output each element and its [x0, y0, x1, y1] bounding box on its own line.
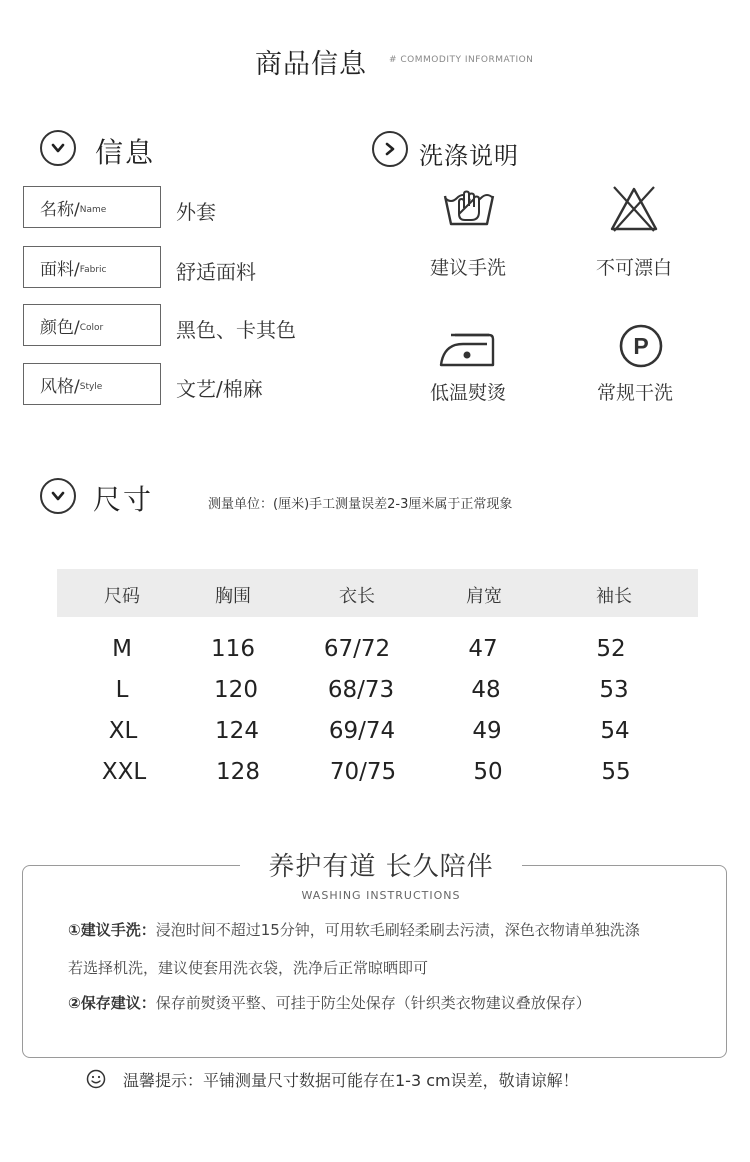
washing-section-title: 洗涤说明 [419, 142, 519, 170]
table-header-size: 尺码 [104, 586, 140, 607]
wash-label-iron: 低温熨烫 [429, 382, 506, 404]
care-item-text: 浸泡时间不超过15分钟，可用软毛刷轻柔刷去污渍，深色衣物请单独洗涤 [155, 921, 640, 939]
info-value-style: 文艺/棉麻 [176, 377, 263, 401]
table-cell: 52 [596, 636, 626, 662]
info-label-text: 名称/ [40, 199, 80, 220]
care-item-label: ①建议手洗： [68, 921, 156, 939]
smile-icon [86, 1069, 106, 1093]
info-label-text: 颜色/ [40, 317, 80, 338]
footer-note: 温馨提示：平铺测量尺寸数据可能存在1-3 cm误差，敬请谅解！ [123, 1071, 579, 1090]
info-label-color [23, 304, 161, 346]
info-value-fabric: 舒适面料 [176, 260, 256, 284]
chevron-right-icon [372, 131, 408, 167]
table-header-sleeve: 袖长 [596, 586, 632, 607]
info-label-en: Name [79, 204, 107, 215]
info-label-style [23, 363, 161, 405]
wash-label-hand: 建议手洗 [429, 257, 506, 279]
table-cell: L [115, 677, 129, 703]
care-item-storage [68, 992, 591, 1013]
table-cell: 116 [211, 636, 255, 662]
table-cell: 47 [468, 636, 498, 662]
info-label-en: Style [79, 381, 103, 392]
table-cell: 69/74 [328, 718, 396, 744]
care-item-handwash [68, 919, 640, 940]
table-cell: 120 [214, 677, 258, 703]
info-value-name: 外套 [176, 200, 216, 224]
care-item-handwash-cont: 若选择机洗，建议使套用洗衣袋，洗净后正常晾晒即可 [68, 959, 429, 977]
info-label-name [23, 186, 161, 228]
wash-label-bleach: 不可漂白 [595, 257, 672, 279]
page-title: 商品信息 [255, 49, 367, 80]
table-cell: XXL [101, 759, 147, 785]
info-label-en: Color [79, 322, 104, 333]
table-cell: XL [108, 718, 138, 744]
care-title-wrap [240, 846, 522, 883]
table-cell: 49 [472, 718, 502, 744]
info-value-color: 黑色、卡其色 [176, 318, 296, 342]
table-header-length: 衣长 [339, 586, 375, 607]
chevron-down-icon [40, 478, 76, 514]
no-bleach-icon [609, 185, 659, 237]
info-label-text: 面料/ [40, 259, 80, 280]
table-cell: 50 [473, 759, 503, 785]
info-label-en: Fabric [79, 264, 107, 275]
wash-label-dryclean: 常规干洗 [596, 382, 673, 404]
table-cell: 67/72 [323, 636, 391, 662]
table-cell: 48 [471, 677, 501, 703]
size-section-title: 尺寸 [93, 483, 154, 516]
table-cell: 128 [216, 759, 260, 785]
care-title: 养护有道 长久陪伴 [268, 852, 494, 882]
table-cell: 70/75 [329, 759, 397, 785]
size-measurement-note: 测量单位：(厘米)手工测量误差2-3厘米属于正常现象 [208, 497, 513, 512]
table-header-chest: 胸围 [215, 586, 251, 607]
info-label-fabric [23, 246, 161, 288]
info-section-title: 信息 [95, 136, 156, 169]
table-cell: M [112, 636, 132, 662]
low-iron-icon [439, 327, 497, 373]
page-subtitle: # COMMODITY INFORMATION [389, 55, 534, 65]
table-cell: 54 [600, 718, 630, 744]
care-item-label: ②保存建议： [68, 994, 156, 1012]
info-label-text: 风格/ [40, 376, 80, 397]
chevron-down-icon [40, 130, 76, 166]
svg-text:P: P [633, 333, 649, 359]
table-cell: 68/73 [327, 677, 395, 703]
table-cell: 124 [215, 718, 259, 744]
care-item-text: 保存前熨烫平整、可挂于防尘处保存（针织类衣物建议叠放保存） [155, 994, 591, 1012]
hand-wash-icon [443, 188, 495, 232]
table-header-shoulder: 肩宽 [466, 586, 502, 607]
table-cell: 55 [601, 759, 631, 785]
table-cell: 53 [599, 677, 629, 703]
care-subtitle: WASHING INSTRUCTIONS [301, 889, 461, 902]
dry-clean-icon [618, 323, 664, 373]
